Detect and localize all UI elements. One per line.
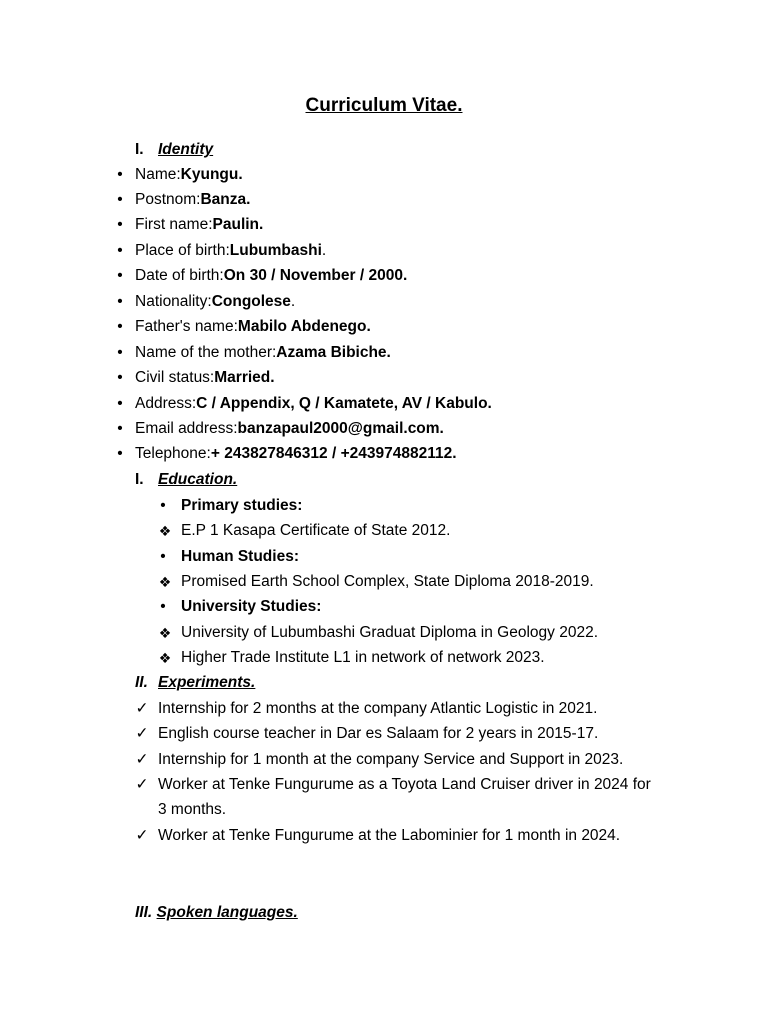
bullet-icon: • — [117, 216, 123, 233]
section-number: II. — [135, 674, 148, 691]
bullet-icon: • — [117, 395, 123, 412]
section-number: III. — [135, 904, 153, 921]
item-label: First name: — [135, 216, 213, 233]
bullet-icon: • — [117, 166, 123, 183]
item-label: Place of birth: — [135, 242, 230, 259]
item-label: Name of the mother: — [135, 344, 277, 361]
item-label: Date of birth: — [135, 267, 224, 284]
item-label: Address: — [135, 395, 197, 412]
diamond-bullet-icon: ❖ — [158, 650, 172, 666]
bullet-icon: • — [117, 318, 123, 335]
experience-item-text: 3 months. — [158, 801, 227, 818]
item-value: Paulin. — [212, 216, 264, 233]
bullet-icon: • — [117, 267, 123, 284]
item-value: Kyungu. — [180, 166, 243, 183]
diamond-bullet-icon: ❖ — [158, 625, 172, 641]
experiments-section-heading — [135, 673, 255, 693]
section-title: Identity — [158, 141, 214, 158]
experience-item-text: Worker at Tenke Fungurume as a Toyota Land Cruiser driver in 2024 for — [158, 776, 651, 793]
section-title: Education. — [158, 471, 238, 488]
checkmark-icon: ✓ — [135, 751, 149, 768]
item-label: Civil status: — [135, 369, 215, 386]
subsection-label: Human Studies: — [181, 548, 299, 565]
section-title: Spoken languages. — [156, 904, 298, 921]
section-title: Experiments. — [158, 674, 256, 691]
bullet-icon: • — [117, 420, 123, 437]
experience-item-text: English course teacher in Dar es Salaam for 2 years in 2015-17. — [158, 725, 599, 742]
bullet-icon: • — [117, 369, 123, 386]
education-section-heading — [135, 470, 237, 490]
bullet-icon: • — [160, 497, 166, 514]
checkmark-icon: ✓ — [135, 700, 149, 717]
item-tail: . — [290, 293, 296, 310]
checkmark-icon: ✓ — [135, 827, 149, 844]
item-value: Congolese — [211, 293, 291, 310]
checkmark-icon: ✓ — [135, 725, 149, 742]
diamond-bullet-icon: ❖ — [158, 574, 172, 590]
bullet-icon: • — [160, 548, 166, 565]
bullet-icon: • — [117, 445, 123, 462]
education-item-text: Promised Earth School Complex, State Diploma 2018-2019. — [181, 573, 594, 590]
item-value: + 243827846312 / +243974882112. — [210, 445, 457, 462]
page-title: Curriculum Vitae. — [305, 95, 463, 116]
item-value: C / Appendix, Q / Kamatete, AV / Kabulo. — [196, 395, 492, 412]
diamond-bullet-icon: ❖ — [158, 523, 172, 539]
subsection-label: University Studies: — [181, 598, 322, 615]
education-item-text: E.P 1 Kasapa Certificate of State 2012. — [181, 522, 451, 539]
section-number: I. — [135, 141, 144, 158]
item-label: Father's name: — [135, 318, 238, 335]
item-value: On 30 / November / 2000. — [223, 267, 408, 284]
bullet-icon: • — [117, 293, 123, 310]
item-label: Telephone: — [135, 445, 211, 462]
item-value: Lubumbashi — [229, 242, 322, 259]
subsection-label: Primary studies: — [181, 497, 303, 514]
checkmark-icon: ✓ — [135, 776, 149, 793]
item-value: Banza. — [200, 191, 251, 208]
identity-section-heading — [135, 140, 213, 160]
bullet-icon: • — [160, 598, 166, 615]
item-value: Azama Bibiche. — [276, 344, 391, 361]
item-label: Postnom: — [135, 191, 201, 208]
item-value: Married. — [214, 369, 275, 386]
languages-section-heading — [135, 903, 298, 923]
bullet-icon: • — [117, 344, 123, 361]
item-tail: . — [321, 242, 327, 259]
item-label: Nationality: — [135, 293, 212, 310]
bullet-icon: • — [117, 242, 123, 259]
item-label: Email address: — [135, 420, 238, 437]
experience-item-text: Worker at Tenke Fungurume at the Labominier for 1 month in 2024. — [158, 827, 621, 844]
item-value: banzapaul2000@gmail.com. — [237, 420, 444, 437]
bullet-icon: • — [117, 191, 123, 208]
section-number: I. — [135, 471, 144, 488]
experience-item-text: Internship for 2 months at the company Atlantic Logistic in 2021. — [158, 700, 598, 717]
experience-item-text: Internship for 1 month at the company Service and Support in 2023. — [158, 751, 624, 768]
education-item-text: Higher Trade Institute L1 in network of network 2023. — [181, 649, 545, 666]
item-label: Name: — [135, 166, 181, 183]
education-item-text: University of Lubumbashi Graduat Diploma in Geology 2022. — [181, 624, 599, 641]
item-value: Mabilo Abdenego. — [237, 318, 371, 335]
